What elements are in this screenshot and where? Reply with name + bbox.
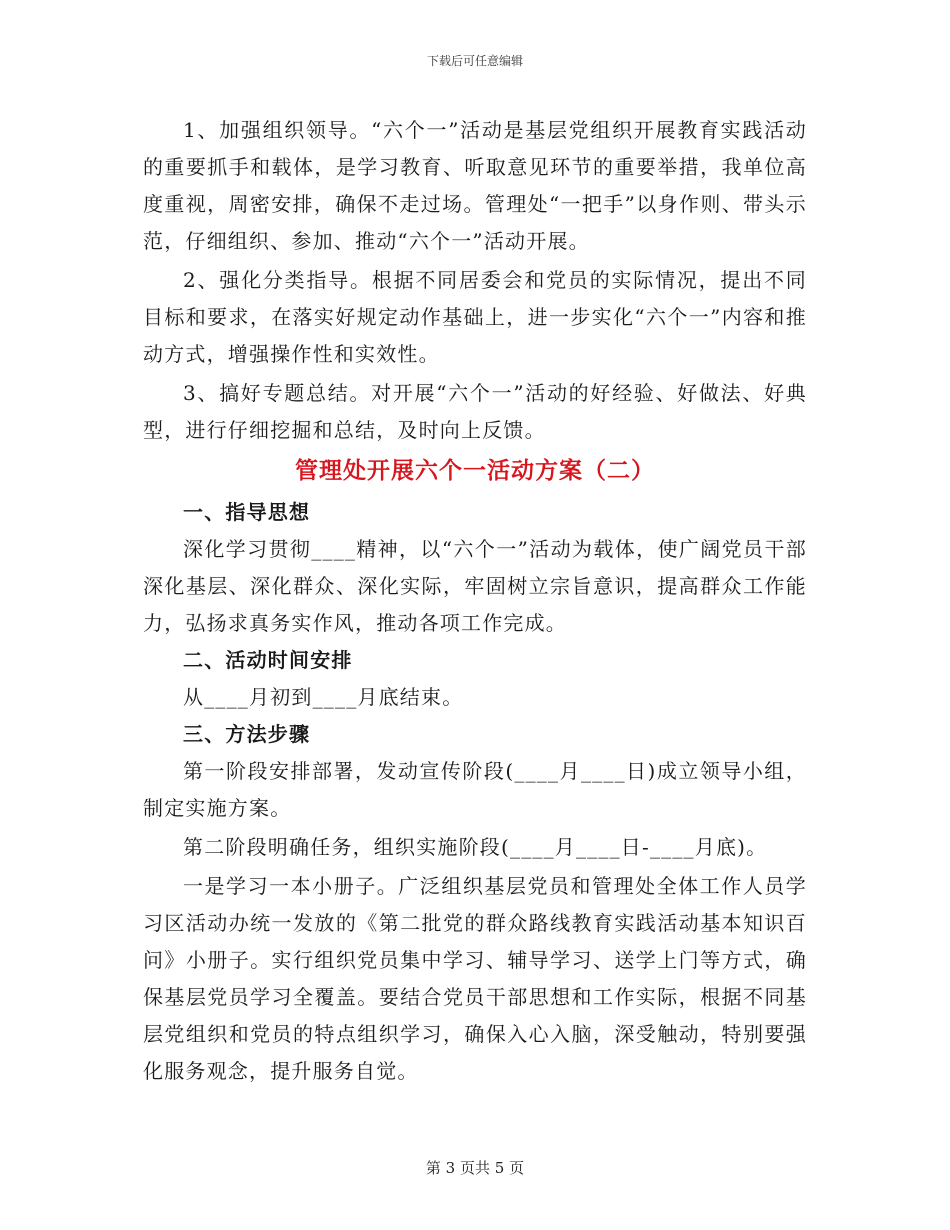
paragraph-stage-two: 第二阶段明确任务，组织实施阶段(____月____日-____月底)。 — [183, 835, 768, 859]
section-title: 管理处开展六个一活动方案（二） — [295, 457, 655, 484]
document-body — [143, 112, 807, 1090]
heading-guiding-ideology: 一、指导思想 — [183, 500, 311, 524]
paragraph-guiding-ideology: 深化学习贯彻____精神，以“六个一”活动为载体，使广阔党员干部深化基层、深化群众、深化实际，牢固树立宗旨意识，提高群众工作能力，弘扬求真务实作风，推动各项工作完成。 — [143, 537, 807, 635]
paragraph-activity-schedule: 从____月初到____月底结束。 — [183, 685, 464, 709]
heading-method-steps: 三、方法步骤 — [183, 722, 311, 746]
page-header: 下载后可任意编辑 — [426, 54, 523, 68]
paragraph-classified-guidance: 2、强化分类指导。根据不同居委会和党员的实际情况，提出不同目标和要求，在落实好规定动作基础上，进一步实化“六个一”内容和推动方式，增强操作性和实效性。 — [143, 268, 807, 366]
page-footer: 第 3 页共 5 页 — [425, 1159, 525, 1177]
paragraph-strengthen-leadership: 1、加强组织领导。“六个一”活动是基层党组织开展教育实践活动的重要抓手和载体，是学习教育、听取意见环节的重要举措，我单位高度重视，周密安排，确保不走过场。管理处“一把手”以身作则、带头示范，仔细组织、参加、推动“六个一”活动开展。 — [143, 118, 807, 253]
paragraph-stage-one: 第一阶段安排部署，发动宣传阶段(____月____日)成立领导小组，制定实施方案。 — [143, 759, 807, 820]
paragraph-special-summary: 3、搞好专题总结。对开展“六个一”活动的好经验、好做法、好典型，进行仔细挖掘和总结，及时向上反馈。 — [143, 381, 807, 442]
heading-activity-schedule: 二、活动时间安排 — [183, 648, 353, 672]
paragraph-study-booklet: 一是学习一本小册子。广泛组织基层党员和管理处全体工作人员学习区活动办统一发放的《第二批党的群众路线教育实践活动基本知识百问》小册子。实行组织党员集中学习、辅导学习、送学上门等方式，确保基层党员学习全覆盖。要结合党员干部思想和工作实际，根据不同基层党组织和党员的特点组织学习，确保入心入脑，深受触动，特别要强化服务观念，提升服务自觉。 — [143, 874, 807, 1083]
